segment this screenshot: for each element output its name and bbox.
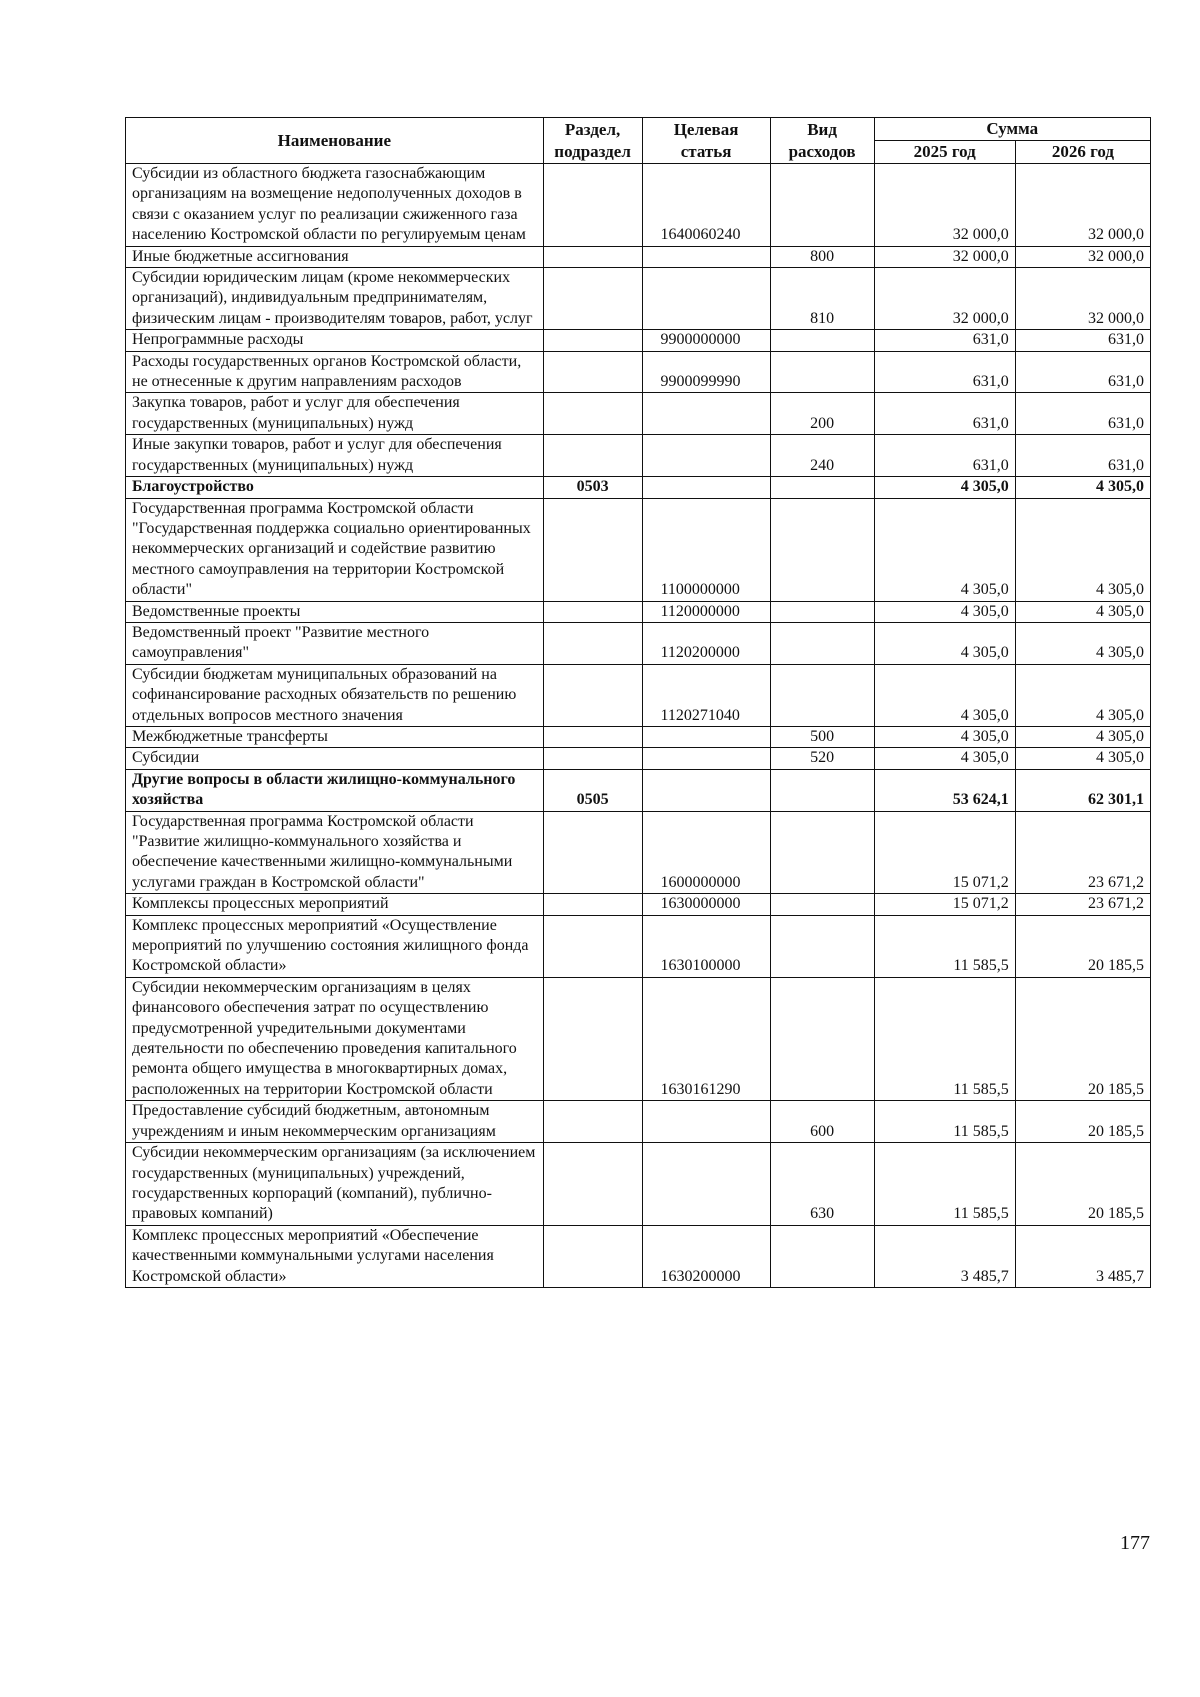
cell-name: Субсидии из областного бюджета газоснабжающим организациям на возмещение недополученных доходов в связи с оказанием услуг по реализации сжиженного газа населению Костромской области по регулируемым ценам xyxy=(126,164,544,247)
cell-2026: 4 305,0 xyxy=(1015,601,1150,622)
cell-2026: 20 185,5 xyxy=(1015,915,1150,977)
cell-section xyxy=(543,1143,642,1226)
cell-section xyxy=(543,246,642,267)
cell-expense-type xyxy=(770,664,874,726)
cell-section xyxy=(543,622,642,664)
cell-2025: 4 305,0 xyxy=(874,601,1015,622)
cell-target: 1120271040 xyxy=(642,664,770,726)
cell-name: Комплексы процессных мероприятий xyxy=(126,894,544,915)
table-row xyxy=(126,268,1151,330)
cell-2026: 32 000,0 xyxy=(1015,164,1150,247)
cell-2025: 4 305,0 xyxy=(874,498,1015,601)
cell-expense-type xyxy=(770,915,874,977)
cell-expense-type: 810 xyxy=(770,268,874,330)
table-row xyxy=(126,915,1151,977)
cell-2025: 11 585,5 xyxy=(874,1101,1015,1143)
table-row xyxy=(126,498,1151,601)
cell-expense-type: 600 xyxy=(770,1101,874,1143)
cell-expense-type: 500 xyxy=(770,726,874,747)
cell-target: 1120000000 xyxy=(642,601,770,622)
cell-name: Комплекс процессных мероприятий «Осуществление мероприятий по улучшению состояния жилищного фонда Костромской области» xyxy=(126,915,544,977)
cell-name: Другие вопросы в области жилищно-коммунального хозяйства xyxy=(126,769,544,811)
cell-target: 1600000000 xyxy=(642,811,770,894)
cell-section xyxy=(543,811,642,894)
cell-section xyxy=(543,351,642,393)
cell-name: Межбюджетные трансферты xyxy=(126,726,544,747)
table-row xyxy=(126,435,1151,477)
table-row xyxy=(126,622,1151,664)
cell-2026: 3 485,7 xyxy=(1015,1225,1150,1287)
table-row xyxy=(126,811,1151,894)
header-name: Наименование xyxy=(126,118,544,164)
cell-2026: 32 000,0 xyxy=(1015,268,1150,330)
cell-2026: 4 305,0 xyxy=(1015,726,1150,747)
cell-section xyxy=(543,748,642,769)
cell-expense-type xyxy=(770,330,874,351)
table-row xyxy=(126,748,1151,769)
header-year-2025: 2025 год xyxy=(874,141,1015,164)
table-row xyxy=(126,769,1151,811)
cell-name: Субсидии юридическим лицам (кроме некоммерческих организаций), индивидуальным предпринимателям, физическим лицам - производителям товаров, работ, услуг xyxy=(126,268,544,330)
cell-target: 1640060240 xyxy=(642,164,770,247)
cell-name: Благоустройство xyxy=(126,477,544,498)
cell-target xyxy=(642,726,770,747)
cell-section xyxy=(543,915,642,977)
cell-section xyxy=(543,393,642,435)
cell-2025: 4 305,0 xyxy=(874,726,1015,747)
table-header xyxy=(126,118,1151,164)
cell-target: 1630100000 xyxy=(642,915,770,977)
cell-2025: 32 000,0 xyxy=(874,268,1015,330)
cell-2025: 11 585,5 xyxy=(874,915,1015,977)
cell-section xyxy=(543,977,642,1100)
header-year-2026: 2026 год xyxy=(1015,141,1150,164)
cell-expense-type xyxy=(770,351,874,393)
cell-2026: 20 185,5 xyxy=(1015,1101,1150,1143)
cell-section xyxy=(543,1225,642,1287)
table-row xyxy=(126,977,1151,1100)
table-row xyxy=(126,1225,1151,1287)
table-row xyxy=(126,601,1151,622)
cell-section xyxy=(543,498,642,601)
cell-2025: 11 585,5 xyxy=(874,1143,1015,1226)
page-number: 177 xyxy=(1120,1532,1150,1554)
cell-name: Субсидии некоммерческим организациям (за исключением государственных (муниципальных) учреждений, государственных корпораций (компаний), публично-правовых компаний) xyxy=(126,1143,544,1226)
cell-2025: 53 624,1 xyxy=(874,769,1015,811)
table-row xyxy=(126,330,1151,351)
table-row xyxy=(126,393,1151,435)
cell-expense-type xyxy=(770,498,874,601)
cell-section xyxy=(543,1101,642,1143)
cell-2025: 4 305,0 xyxy=(874,664,1015,726)
cell-name: Ведомственный проект "Развитие местного самоуправления" xyxy=(126,622,544,664)
cell-target xyxy=(642,435,770,477)
header-section: Раздел, подраздел xyxy=(543,118,642,164)
cell-expense-type: 800 xyxy=(770,246,874,267)
cell-2025: 32 000,0 xyxy=(874,164,1015,247)
cell-name: Комплекс процессных мероприятий «Обеспечение качественными коммунальными услугами населения Костромской области» xyxy=(126,1225,544,1287)
cell-2025: 4 305,0 xyxy=(874,477,1015,498)
cell-2026: 631,0 xyxy=(1015,351,1150,393)
cell-name: Иные закупки товаров, работ и услуг для обеспечения государственных (муниципальных) нужд xyxy=(126,435,544,477)
cell-2025: 3 485,7 xyxy=(874,1225,1015,1287)
cell-2026: 4 305,0 xyxy=(1015,748,1150,769)
cell-target: 1630161290 xyxy=(642,977,770,1100)
table-row xyxy=(126,477,1151,498)
cell-2026: 20 185,5 xyxy=(1015,1143,1150,1226)
cell-target: 9900099990 xyxy=(642,351,770,393)
table-row xyxy=(126,726,1151,747)
table-row xyxy=(126,246,1151,267)
cell-name: Государственная программа Костромской области "Развитие жилищно-коммунального хозяйства и обеспечение качественными жилищно-коммунальными услугами граждан в Костромской области" xyxy=(126,811,544,894)
cell-expense-type xyxy=(770,894,874,915)
table-body xyxy=(126,164,1151,1288)
cell-2026: 62 301,1 xyxy=(1015,769,1150,811)
cell-expense-type xyxy=(770,601,874,622)
cell-target xyxy=(642,246,770,267)
cell-2026: 4 305,0 xyxy=(1015,622,1150,664)
cell-target: 1100000000 xyxy=(642,498,770,601)
cell-section xyxy=(543,894,642,915)
cell-2025: 15 071,2 xyxy=(874,811,1015,894)
cell-expense-type xyxy=(770,164,874,247)
cell-2025: 15 071,2 xyxy=(874,894,1015,915)
cell-target xyxy=(642,393,770,435)
cell-section: 0503 xyxy=(543,477,642,498)
cell-expense-type: 200 xyxy=(770,393,874,435)
cell-2026: 631,0 xyxy=(1015,330,1150,351)
cell-expense-type: 630 xyxy=(770,1143,874,1226)
cell-target xyxy=(642,1101,770,1143)
cell-expense-type xyxy=(770,811,874,894)
budget-table xyxy=(125,117,1151,1288)
cell-expense-type: 520 xyxy=(770,748,874,769)
table-row xyxy=(126,1143,1151,1226)
cell-target xyxy=(642,748,770,769)
cell-2025: 631,0 xyxy=(874,435,1015,477)
cell-target: 1630000000 xyxy=(642,894,770,915)
cell-expense-type xyxy=(770,477,874,498)
cell-target: 9900000000 xyxy=(642,330,770,351)
cell-target xyxy=(642,769,770,811)
cell-2026: 23 671,2 xyxy=(1015,894,1150,915)
cell-section xyxy=(543,164,642,247)
cell-target xyxy=(642,1143,770,1226)
cell-2026: 631,0 xyxy=(1015,393,1150,435)
cell-target xyxy=(642,477,770,498)
header-sum: Сумма xyxy=(874,118,1150,141)
cell-2026: 20 185,5 xyxy=(1015,977,1150,1100)
cell-name: Субсидии xyxy=(126,748,544,769)
cell-2026: 4 305,0 xyxy=(1015,664,1150,726)
cell-section xyxy=(543,268,642,330)
header-expense-type: Вид расходов xyxy=(770,118,874,164)
cell-2026: 631,0 xyxy=(1015,435,1150,477)
cell-2025: 4 305,0 xyxy=(874,748,1015,769)
cell-target: 1630200000 xyxy=(642,1225,770,1287)
cell-expense-type xyxy=(770,977,874,1100)
table-row xyxy=(126,664,1151,726)
cell-2025: 4 305,0 xyxy=(874,622,1015,664)
cell-section xyxy=(543,664,642,726)
cell-2025: 32 000,0 xyxy=(874,246,1015,267)
cell-expense-type xyxy=(770,769,874,811)
header-target: Целевая статья xyxy=(642,118,770,164)
cell-name: Субсидии некоммерческим организациям в целях финансового обеспечения затрат по осуществлению предусмотренной учредительными документами деятельности по обеспечению проведения капитального ремонта общего имущества в многоквартирных домах, расположенных на территории Костромской области xyxy=(126,977,544,1100)
cell-2025: 631,0 xyxy=(874,330,1015,351)
cell-section xyxy=(543,330,642,351)
cell-2026: 4 305,0 xyxy=(1015,498,1150,601)
cell-expense-type xyxy=(770,622,874,664)
cell-target xyxy=(642,268,770,330)
cell-name: Непрограммные расходы xyxy=(126,330,544,351)
cell-section xyxy=(543,726,642,747)
cell-2025: 631,0 xyxy=(874,351,1015,393)
cell-section xyxy=(543,601,642,622)
cell-name: Субсидии бюджетам муниципальных образований на софинансирование расходных обязательств по решению отдельных вопросов местного значения xyxy=(126,664,544,726)
cell-2026: 4 305,0 xyxy=(1015,477,1150,498)
table-row xyxy=(126,894,1151,915)
cell-name: Ведомственные проекты xyxy=(126,601,544,622)
cell-section xyxy=(543,435,642,477)
table-row xyxy=(126,164,1151,247)
table-row xyxy=(126,351,1151,393)
cell-2026: 23 671,2 xyxy=(1015,811,1150,894)
cell-target: 1120200000 xyxy=(642,622,770,664)
cell-2025: 11 585,5 xyxy=(874,977,1015,1100)
cell-2025: 631,0 xyxy=(874,393,1015,435)
cell-name: Закупка товаров, работ и услуг для обеспечения государственных (муниципальных) нужд xyxy=(126,393,544,435)
cell-expense-type xyxy=(770,1225,874,1287)
cell-name: Государственная программа Костромской области "Государственная поддержка социально ориентированных некоммерческих организаций и содействие развитию местного самоуправления на территории Костромской области" xyxy=(126,498,544,601)
cell-name: Расходы государственных органов Костромской области, не отнесенные к другим направлениям расходов xyxy=(126,351,544,393)
cell-name: Предоставление субсидий бюджетным, автономным учреждениям и иным некоммерческим организациям xyxy=(126,1101,544,1143)
cell-2026: 32 000,0 xyxy=(1015,246,1150,267)
table-row xyxy=(126,1101,1151,1143)
cell-name: Иные бюджетные ассигнования xyxy=(126,246,544,267)
cell-section: 0505 xyxy=(543,769,642,811)
cell-expense-type: 240 xyxy=(770,435,874,477)
